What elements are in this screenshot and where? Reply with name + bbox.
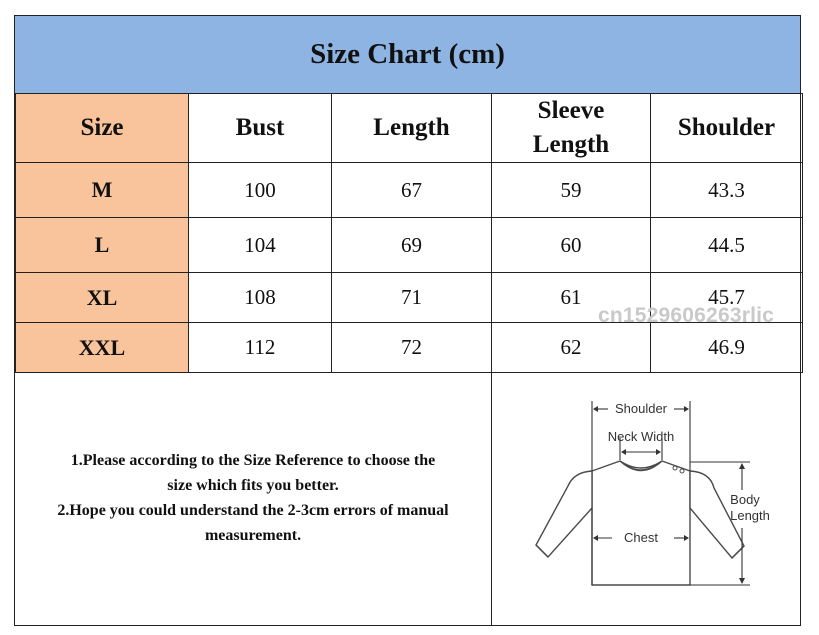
length-value: 67: [332, 163, 492, 218]
diagram-label-neck-width: Neck Width: [607, 429, 675, 444]
shoulder-value: 46.9: [651, 323, 803, 373]
shoulder-button-icon: [680, 469, 684, 473]
left-sleeve-shape: [536, 471, 592, 557]
header-sleeve-line2: Length: [532, 131, 610, 158]
size-label: M: [16, 163, 189, 218]
bust-value: 100: [189, 163, 332, 218]
header-sleeve-line1: Sleeve: [537, 97, 605, 124]
sleeve-value: 59: [492, 163, 651, 218]
shoulder-value: 45.7: [651, 273, 803, 323]
header-bust: Bust: [189, 94, 332, 163]
bust-value: 104: [189, 218, 332, 273]
note-line: measurement.: [204, 526, 302, 544]
header-shoulder: Shoulder: [651, 94, 803, 163]
diagram-label-shoulder: Shoulder: [614, 401, 668, 416]
size-label: L: [16, 218, 189, 273]
diagram-label-body: Body: [730, 492, 760, 507]
size-label: XXL: [16, 323, 189, 373]
bust-value: 108: [189, 273, 332, 323]
sleeve-value: 61: [492, 273, 651, 323]
note-line: size which fits you better.: [167, 476, 339, 494]
shoulder-value: 44.5: [651, 218, 803, 273]
header-size: Size: [16, 94, 189, 163]
bust-value: 112: [189, 323, 332, 373]
table-header-row: [16, 94, 803, 163]
sleeve-value: 62: [492, 323, 651, 373]
diagram-label-chest: Chest: [624, 530, 658, 545]
table-row: [16, 163, 803, 218]
length-value: 71: [332, 273, 492, 323]
watermark-text: cn1529606263rlic: [598, 304, 775, 327]
table-row: [16, 323, 803, 373]
chart-title: Size Chart (cm): [15, 16, 800, 94]
sweater-body-shape: [592, 461, 690, 585]
shoulder-value: 43.3: [651, 163, 803, 218]
length-value: 69: [332, 218, 492, 273]
sleeve-value: 60: [492, 218, 651, 273]
length-value: 72: [332, 323, 492, 373]
note-line: 1.Please according to the Size Reference to choose the: [70, 451, 436, 469]
size-label: XL: [16, 273, 189, 323]
diagram-label-length: Length: [730, 508, 770, 523]
measurement-diagram: [492, 368, 800, 625]
note-line: 2.Hope you could understand the 2-3cm errors of manual: [57, 501, 449, 519]
size-table: [15, 93, 803, 373]
shoulder-button-icon: [673, 466, 677, 470]
notes-panel: [15, 368, 492, 625]
header-sleeve-length: [492, 94, 651, 163]
table-row: [16, 218, 803, 273]
header-length: Length: [332, 94, 492, 163]
